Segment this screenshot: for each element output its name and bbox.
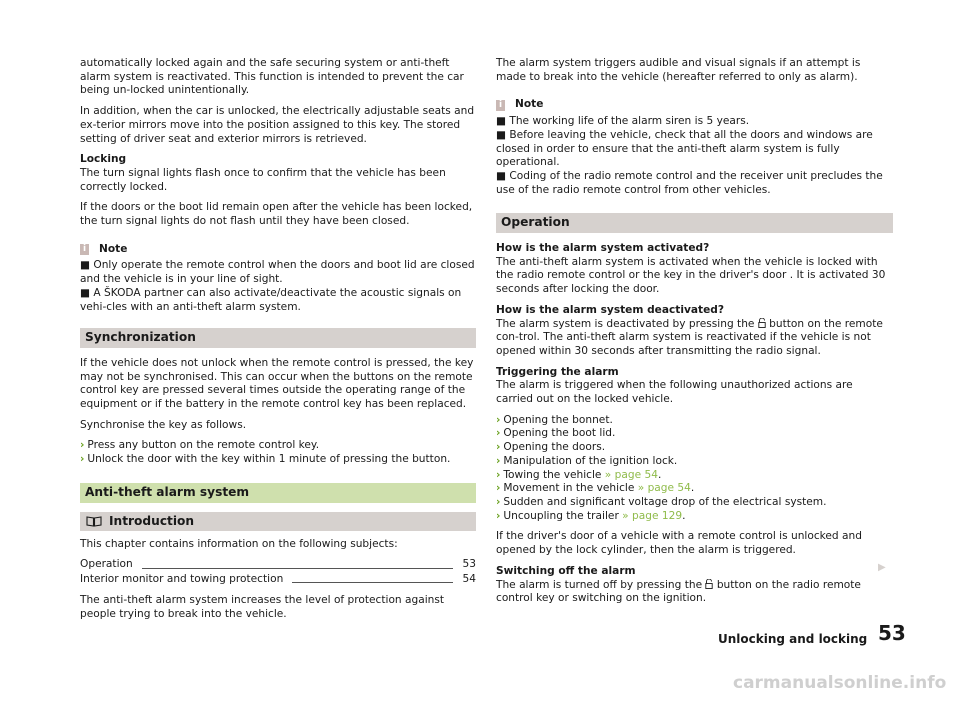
trigger-item[interactable]: › Uncoupling the trailer » page 129. xyxy=(496,509,686,522)
section-heading-synchronization: Synchronization xyxy=(80,328,476,348)
paragraph: If the doors or the boot lid remain open after the vehicle has been locked, the turn signal lights do not flash until they have been closed. xyxy=(80,201,473,228)
continue-triangle-icon: ▶ xyxy=(878,562,886,573)
note-bullet: ■ Only operate the remote control when the doors and boot lid are closed and the vehicle is in your line of sight. xyxy=(80,259,475,286)
question-heading: How is the alarm system deactivated? xyxy=(496,303,725,316)
toc-leader xyxy=(292,582,453,583)
trigger-item: › Opening the bonnet. xyxy=(496,413,613,426)
trigger-item: › Manipulation of the ignition lock. xyxy=(496,454,678,467)
trigger-item[interactable]: › Towing the vehicle » page 54. xyxy=(496,468,662,481)
toc-page[interactable]: 54 xyxy=(462,572,476,585)
note-label: Note xyxy=(99,242,128,255)
arrow-icon: › xyxy=(496,454,501,467)
arrow-icon: › xyxy=(496,468,501,481)
toc-leader xyxy=(142,568,453,569)
trigger-item: › Opening the boot lid. xyxy=(496,427,616,440)
paragraph: The alarm is triggered when the following unauthorized actions are carried out on the locked vehicle. xyxy=(496,379,853,406)
switch-off-block xyxy=(496,565,893,606)
qa-block xyxy=(496,242,893,297)
book-icon xyxy=(86,516,102,527)
arrow-icon: › xyxy=(496,482,501,495)
locking-heading: Locking xyxy=(80,153,127,166)
arrow-icon: › xyxy=(496,427,501,440)
paragraph: The alarm is turned off by pressing the button on the radio remote control key or switching on the ignition. xyxy=(496,578,861,605)
page-link[interactable]: » page 54 xyxy=(604,468,658,481)
toc-label[interactable]: Operation xyxy=(80,557,133,570)
trigger-item[interactable]: › Movement in the vehicle » page 54. xyxy=(496,482,695,495)
right-column xyxy=(496,57,893,606)
paragraph: Synchronise the key as follows. xyxy=(80,418,247,431)
switch-off-heading: Switching off the alarm xyxy=(496,564,636,577)
info-icon: i xyxy=(80,244,89,255)
arrow-icon: › xyxy=(80,439,85,452)
paragraph: automatically locked again and the safe securing system or anti-theft alarm system is reactivated. This function is intended to prevent the car being un-locked unintentionally. xyxy=(80,57,464,97)
toc-page[interactable]: 53 xyxy=(462,557,476,570)
note-bullet: ■ A ŠKODA partner can also activate/deactivate the acoustic signals on vehi-cles with an anti-theft alarm system. xyxy=(80,286,462,313)
left-column xyxy=(80,57,476,629)
page-number: 53 xyxy=(878,621,906,645)
arrow-icon: › xyxy=(496,441,501,454)
watermark: carmanualsonline.info xyxy=(733,673,947,693)
toc-row[interactable] xyxy=(80,558,476,572)
trigger-list xyxy=(496,414,893,524)
footer-chapter-title: Unlocking and locking xyxy=(718,632,868,646)
toc-label[interactable]: Interior monitor and towing protection xyxy=(80,572,284,585)
paragraph: The turn signal lights flash once to confirm that the vehicle has been correctly locked. xyxy=(80,166,446,193)
qa-block xyxy=(496,304,893,359)
triggering-heading: Triggering the alarm xyxy=(496,365,619,378)
trigger-item: › Opening the doors. xyxy=(496,441,606,454)
paragraph: If the vehicle does not unlock when the remote control is pressed, the key may not be synchronised. This can occur when the buttons on the remote control key are pressed several times outside the operating range of the equipment or if the battery in the remote control key has been replaced. xyxy=(80,356,474,411)
padlock-open-icon xyxy=(758,318,766,328)
note-bullet: ■ The working life of the alarm siren is 5 years. xyxy=(496,115,750,128)
info-icon: i xyxy=(496,100,505,111)
page-link[interactable]: » page 129 xyxy=(622,509,683,522)
paragraph: The alarm system is deactivated by pressing the button on the remote con-trol. The anti-theft alarm system is reactivated if the vehicle is not opened within 30 seconds after transmitting the radio signal. xyxy=(496,317,883,357)
step-item: › Unlock the door with the key within 1 minute of pressing the button. xyxy=(80,453,451,466)
page-link[interactable]: » page 54 xyxy=(637,482,691,495)
note-heading xyxy=(496,98,893,112)
introduction-heading: Introduction xyxy=(80,512,476,532)
locking-block xyxy=(80,153,476,194)
toc-row[interactable] xyxy=(80,573,476,587)
step-item: › Press any button on the remote control key. xyxy=(80,439,320,452)
trigger-item: › Sudden and significant voltage drop of the electrical system. xyxy=(496,495,827,508)
note-label: Note xyxy=(515,98,544,111)
paragraph: If the driver's door of a vehicle with a remote control is unlocked and opened by the lock cylinder, then the alarm is triggered. xyxy=(496,530,862,557)
chapter-heading: Anti-theft alarm system xyxy=(80,483,476,503)
paragraph: The anti-theft alarm system is activated when the vehicle is locked with the radio remote control or the key in the driver's door . It is activated 30 seconds after locking the door. xyxy=(496,255,886,296)
note-bullet: ■ Before leaving the vehicle, check that all the doors and windows are closed in order to ensure that the anti-theft alarm system is fully operational. xyxy=(496,128,873,169)
note-heading xyxy=(80,243,476,257)
arrow-icon: › xyxy=(80,453,85,466)
paragraph: The alarm system triggers audible and visual signals if an attempt is made to break into the vehicle (hereafter referred to only as alarm). xyxy=(496,57,861,83)
paragraph: This chapter contains information on the following subjects: xyxy=(80,538,398,551)
arrow-icon: › xyxy=(496,413,501,426)
trigger-block xyxy=(496,366,893,407)
paragraph: In addition, when the car is unlocked, the electrically adjustable seats and ex-terior mirrors move into the position assigned to this key. The stored setting of driver seat and exterior mirrors is retrieved. xyxy=(80,105,475,145)
section-heading-operation: Operation xyxy=(496,213,893,233)
paragraph: The anti-theft alarm system increases the level of protection against people trying to break into the vehicle. xyxy=(80,594,445,621)
arrow-icon: › xyxy=(496,509,501,522)
question-heading: How is the alarm system activated? xyxy=(496,242,710,255)
note-bullet: ■ Coding of the radio remote control and the receiver unit precludes the use of the radio remote control from other vehicles. xyxy=(496,169,883,196)
arrow-icon: › xyxy=(496,495,501,508)
